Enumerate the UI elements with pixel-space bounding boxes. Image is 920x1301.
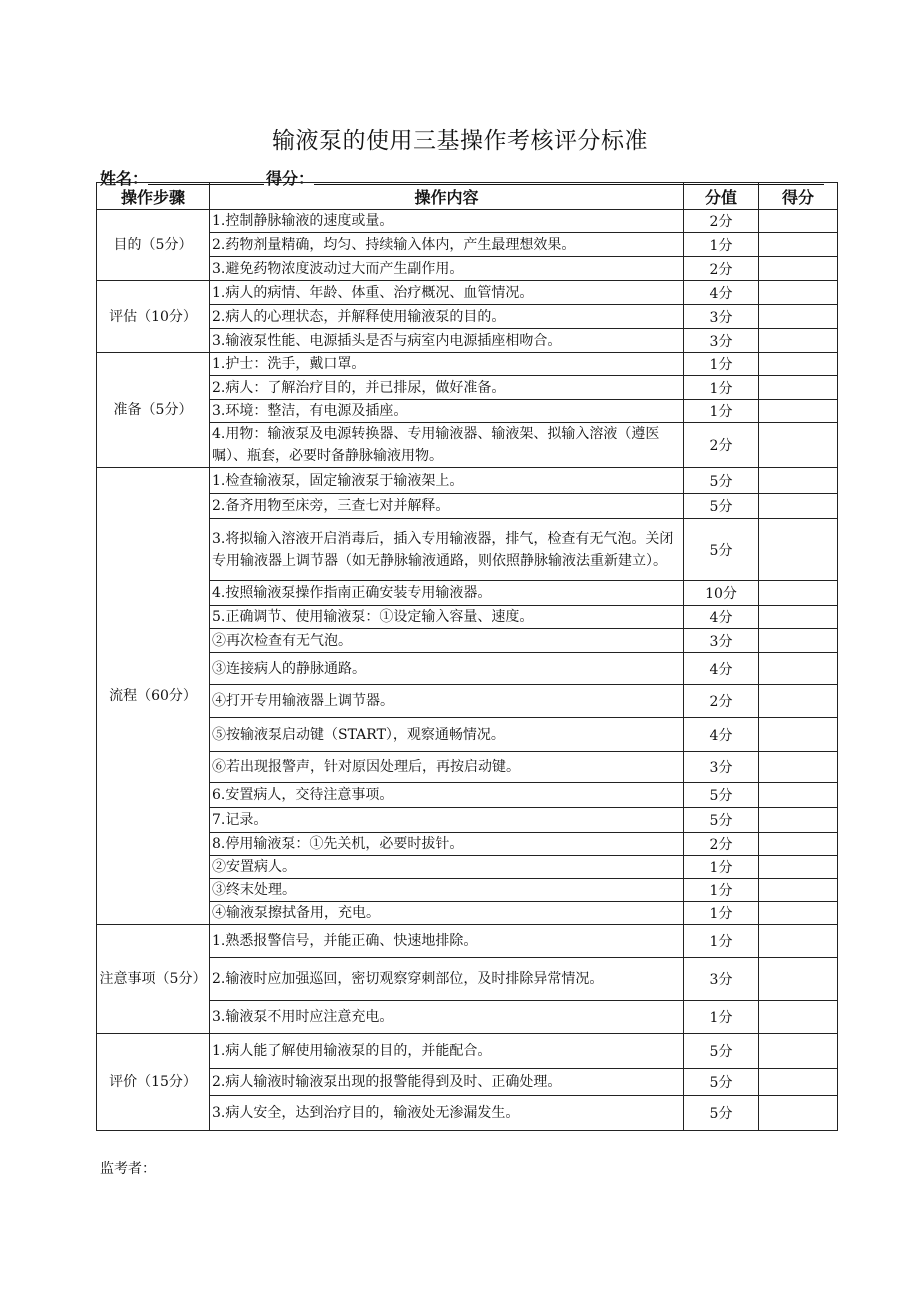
- content-cell: ④输液泵擦拭备用，充电。: [210, 902, 684, 925]
- content-cell: 2.输液时应加强巡回，密切观察穿刺部位，及时排除异常情况。: [210, 958, 684, 1001]
- points-cell: 1分: [684, 400, 759, 423]
- score-cell[interactable]: [759, 833, 838, 856]
- points-cell: 5分: [684, 468, 759, 494]
- score-cell[interactable]: [759, 653, 838, 685]
- content-cell: 3.避免药物浓度波动过大而产生副作用。: [210, 257, 684, 281]
- points-cell: 1分: [684, 856, 759, 879]
- table-header-row: [97, 183, 838, 210]
- points-cell: 4分: [684, 281, 759, 305]
- score-cell[interactable]: [759, 925, 838, 958]
- score-cell[interactable]: [759, 581, 838, 606]
- step-cell: 评价（15分）: [97, 1034, 210, 1131]
- content-cell: 4.用物：输液泵及电源转换器、专用输液器、输液架、拟输入溶液（遵医嘱）、瓶套，必要时备静脉输液用物。: [210, 423, 684, 468]
- points-cell: 10分: [684, 581, 759, 606]
- points-cell: 1分: [684, 879, 759, 902]
- table-row: [97, 281, 838, 305]
- content-cell: 1.控制静脉输液的速度或量。: [210, 210, 684, 233]
- table-row: [97, 925, 838, 958]
- content-cell: 6.安置病人，交待注意事项。: [210, 783, 684, 808]
- name-label: 姓名：: [100, 169, 149, 188]
- table-row: [97, 210, 838, 233]
- points-cell: 3分: [684, 752, 759, 783]
- content-cell: 1.护士：洗手，戴口罩。: [210, 353, 684, 376]
- score-cell[interactable]: [759, 606, 838, 629]
- table-row: [97, 1034, 838, 1069]
- examiner-label: 监考者：: [100, 1161, 156, 1177]
- content-cell: 5.正确调节、使用输液泵：①设定输入容量、速度。: [210, 606, 684, 629]
- content-cell: ④打开专用输液器上调节器。: [210, 685, 684, 718]
- points-cell: 4分: [684, 718, 759, 752]
- score-cell[interactable]: [759, 494, 838, 519]
- points-cell: 3分: [684, 958, 759, 1001]
- content-cell: 2.备齐用物至床旁，三查七对并解释。: [210, 494, 684, 519]
- points-cell: 3分: [684, 305, 759, 329]
- scoring-table: [96, 182, 838, 1131]
- content-cell: 1.熟悉报警信号，并能正确、快速地排除。: [210, 925, 684, 958]
- content-cell: ③连接病人的静脉通路。: [210, 653, 684, 685]
- points-cell: 1分: [684, 925, 759, 958]
- score-cell[interactable]: [759, 353, 838, 376]
- points-cell: 5分: [684, 808, 759, 833]
- step-cell: 流程（60分）: [97, 468, 210, 925]
- points-cell: 1分: [684, 1001, 759, 1034]
- score-cell[interactable]: [759, 305, 838, 329]
- content-cell: 3.将拟输入溶液开启消毒后，插入专用输液器，排气，检查有无气泡。关闭专用输液器上调节器（如无静脉输液通路，则依照静脉输液法重新建立）。: [210, 519, 684, 581]
- points-cell: 1分: [684, 902, 759, 925]
- score-cell[interactable]: [759, 468, 838, 494]
- points-cell: 2分: [684, 210, 759, 233]
- content-cell: 1.病人的病情、年龄、体重、治疗概况、血管情况。: [210, 281, 684, 305]
- content-cell: ⑤按输液泵启动键（START），观察通畅情况。: [210, 718, 684, 752]
- points-cell: 1分: [684, 376, 759, 400]
- score-cell[interactable]: [759, 210, 838, 233]
- points-cell: 4分: [684, 653, 759, 685]
- content-cell: 1.检查输液泵，固定输液泵于输液架上。: [210, 468, 684, 494]
- content-cell: 7.记录。: [210, 808, 684, 833]
- content-cell: 1.病人能了解使用输液泵的目的，并能配合。: [210, 1034, 684, 1069]
- points-cell: 4分: [684, 606, 759, 629]
- score-cell[interactable]: [759, 685, 838, 718]
- points-cell: 5分: [684, 494, 759, 519]
- score-cell[interactable]: [759, 879, 838, 902]
- score-cell[interactable]: [759, 1096, 838, 1131]
- points-cell: 3分: [684, 629, 759, 653]
- content-cell: 8.停用输液泵：①先关机，必要时拔针。: [210, 833, 684, 856]
- points-cell: 5分: [684, 519, 759, 581]
- table-row: [97, 353, 838, 376]
- content-cell: 2.病人的心理状态，并解释使用输液泵的目的。: [210, 305, 684, 329]
- score-cell[interactable]: [759, 958, 838, 1001]
- content-cell: 3.病人安全，达到治疗目的，输液处无渗漏发生。: [210, 1096, 684, 1131]
- points-cell: 2分: [684, 257, 759, 281]
- score-cell[interactable]: [759, 752, 838, 783]
- step-cell: 评估（10分）: [97, 281, 210, 353]
- score-cell[interactable]: [759, 783, 838, 808]
- header-step: 操作步骤: [97, 183, 210, 210]
- score-cell[interactable]: [759, 519, 838, 581]
- score-cell[interactable]: [759, 1001, 838, 1034]
- score-cell[interactable]: [759, 376, 838, 400]
- step-cell: 准备（5分）: [97, 353, 210, 468]
- points-cell: 2分: [684, 423, 759, 468]
- score-cell[interactable]: [759, 400, 838, 423]
- content-cell: 3.输液泵不用时应注意充电。: [210, 1001, 684, 1034]
- content-cell: ②再次检查有无气泡。: [210, 629, 684, 653]
- score-cell[interactable]: [759, 1034, 838, 1069]
- score-cell[interactable]: [759, 233, 838, 257]
- score-cell[interactable]: [759, 1069, 838, 1096]
- points-cell: 5分: [684, 1034, 759, 1069]
- content-cell: 2.病人：了解治疗目的，并已排尿，做好准备。: [210, 376, 684, 400]
- score-cell[interactable]: [759, 856, 838, 879]
- score-cell[interactable]: [759, 902, 838, 925]
- content-cell: 2.药物剂量精确，均匀、持续输入体内，产生最理想效果。: [210, 233, 684, 257]
- score-cell[interactable]: [759, 808, 838, 833]
- score-label: 得分：: [266, 169, 315, 188]
- points-cell: 5分: [684, 783, 759, 808]
- points-cell: 3分: [684, 329, 759, 353]
- points-cell: 2分: [684, 685, 759, 718]
- score-cell[interactable]: [759, 423, 838, 468]
- content-cell: 4.按照输液泵操作指南正确安装专用输液器。: [210, 581, 684, 606]
- step-cell: 注意事项（5分）: [97, 925, 210, 1034]
- header-content: 操作内容: [210, 183, 684, 210]
- content-cell: ③终末处理。: [210, 879, 684, 902]
- score-cell[interactable]: [759, 257, 838, 281]
- content-cell: 3.输液泵性能、电源插头是否与病室内电源插座相吻合。: [210, 329, 684, 353]
- points-cell: 1分: [684, 353, 759, 376]
- score-cell[interactable]: [759, 629, 838, 653]
- page-title: 输液泵的使用三基操作考核评分标准: [272, 128, 648, 154]
- table-row: [97, 468, 838, 494]
- header-points: 分值: [684, 183, 759, 210]
- points-cell: 5分: [684, 1069, 759, 1096]
- content-cell: 3.环境：整洁，有电源及插座。: [210, 400, 684, 423]
- content-cell: 2.病人输液时输液泵出现的报警能得到及时、正确处理。: [210, 1069, 684, 1096]
- step-cell: 目的（5分）: [97, 210, 210, 281]
- score-cell[interactable]: [759, 281, 838, 305]
- score-cell[interactable]: [759, 329, 838, 353]
- points-cell: 2分: [684, 833, 759, 856]
- header-score: 得分: [759, 183, 838, 210]
- content-cell: ⑥若出现报警声，针对原因处理后，再按启动键。: [210, 752, 684, 783]
- score-cell[interactable]: [759, 718, 838, 752]
- table-body: [97, 210, 838, 1131]
- points-cell: 5分: [684, 1096, 759, 1131]
- points-cell: 1分: [684, 233, 759, 257]
- content-cell: ②安置病人。: [210, 856, 684, 879]
